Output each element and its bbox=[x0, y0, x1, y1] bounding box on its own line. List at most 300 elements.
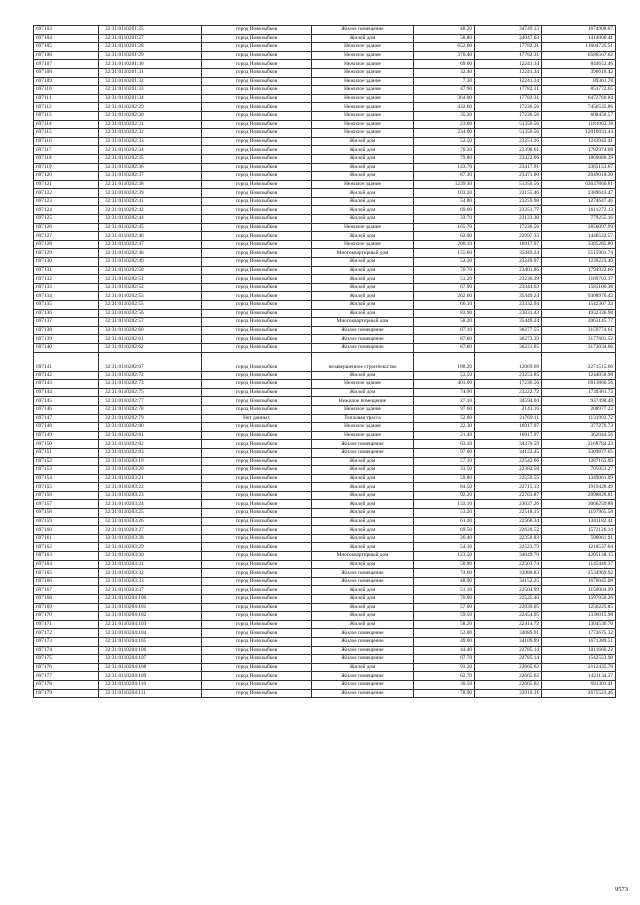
address-cell: город Новозыбков bbox=[202, 577, 312, 586]
cadastral-number-cell: 32:31:0110202:77 bbox=[99, 397, 202, 406]
cadastral-value-cell: 3173034.06 bbox=[542, 343, 616, 352]
row-number-cell: 697170 bbox=[34, 612, 99, 621]
unit-value-cell: 22665.62 bbox=[475, 663, 542, 672]
table-row bbox=[34, 51, 616, 60]
row-number-cell: 697116 bbox=[34, 137, 99, 146]
table-row bbox=[34, 466, 616, 475]
cadastral-number-cell: 32:31:0110203:32 bbox=[99, 569, 202, 578]
table-row bbox=[34, 77, 616, 86]
row-number-cell: 697137 bbox=[34, 318, 99, 327]
table-row bbox=[34, 172, 616, 181]
row-number-cell: 697107 bbox=[34, 60, 99, 69]
row-number-cell: 697118 bbox=[34, 154, 99, 163]
object-type-cell: Жилое помещение bbox=[312, 448, 414, 457]
cadastral-number-cell: 32:31:0110203:23 bbox=[99, 491, 202, 500]
address-cell: город Новозыбков bbox=[202, 335, 312, 344]
table-row bbox=[34, 275, 616, 284]
address-cell: город Новозыбков bbox=[202, 258, 312, 267]
cadastral-number-cell: 32:31:0110202:48 bbox=[99, 249, 202, 258]
row-number-cell: 697165 bbox=[34, 569, 99, 578]
table-row bbox=[34, 60, 616, 69]
object-type-cell: Нежилое здание bbox=[312, 86, 414, 95]
table-row bbox=[34, 655, 616, 664]
area-cell: 54.80 bbox=[414, 197, 475, 206]
object-type-cell: Нежилое здание bbox=[312, 431, 414, 440]
cadastral-value-cell: 844652.46 bbox=[542, 60, 616, 69]
area-cell: 52.00 bbox=[414, 629, 475, 638]
cadastral-value-cell: 851772.65 bbox=[542, 86, 616, 95]
address-cell: город Новозыбков bbox=[202, 543, 312, 552]
object-type-cell: Жилое помещение bbox=[312, 343, 414, 352]
area-cell: 48.20 bbox=[414, 26, 475, 35]
object-type-cell: Нежилое здание bbox=[312, 68, 414, 77]
address-cell: город Новозыбков bbox=[202, 223, 312, 232]
unit-value-cell: 22454.05 bbox=[475, 612, 542, 621]
cadastral-value-cell: 1287165.89 bbox=[542, 457, 616, 466]
area-cell: 76.70 bbox=[414, 266, 475, 275]
table-row bbox=[34, 431, 616, 440]
table-row bbox=[34, 240, 616, 249]
area-cell: 48.90 bbox=[414, 577, 475, 586]
area-cell: 1239.30 bbox=[414, 180, 475, 189]
table-row bbox=[34, 111, 616, 120]
area-cell: 123.50 bbox=[414, 552, 475, 561]
table-row bbox=[34, 517, 616, 526]
cadastral-number-cell: 32:31:0110201:28 bbox=[99, 43, 202, 52]
cadastral-value-cell: 2856097.99 bbox=[542, 223, 616, 232]
cadastral-value-cell: 3066259.88 bbox=[542, 500, 616, 509]
unit-value-cell: 22715.13 bbox=[475, 483, 542, 492]
area-cell: 155.60 bbox=[414, 249, 475, 258]
cadastral-value-cell: 2389643.47 bbox=[542, 189, 616, 198]
address-cell: город Новозыбков bbox=[202, 560, 312, 569]
row-number-cell: 697151 bbox=[34, 448, 99, 457]
row-number-cell: 697117 bbox=[34, 146, 99, 155]
address-cell: город Новозыбков bbox=[202, 343, 312, 352]
table-row bbox=[34, 414, 616, 423]
address-cell: город Новозыбков bbox=[202, 60, 312, 69]
area-cell: 97.60 bbox=[414, 405, 475, 414]
address-cell: город Новозыбков bbox=[202, 232, 312, 241]
cadastral-value-cell: 1611272.13 bbox=[542, 206, 616, 215]
row-number-cell: 697108 bbox=[34, 68, 99, 77]
object-type-cell: Жилой дом bbox=[312, 309, 414, 318]
unit-value-cell: 51350.56 bbox=[475, 129, 542, 138]
area-cell: 53.20 bbox=[414, 509, 475, 518]
area-cell: 69.00 bbox=[414, 206, 475, 215]
row-number-cell: 697168 bbox=[34, 595, 99, 604]
row-number-cell: 697142 bbox=[34, 371, 99, 380]
table-row bbox=[34, 301, 616, 310]
cadastral-number-cell: 32:31:0110202:61 bbox=[99, 335, 202, 344]
cadastral-number-cell: 32:31:0110202:42 bbox=[99, 206, 202, 215]
address-cell: город Новозыбков bbox=[202, 94, 312, 103]
unit-value-cell: 23422.06 bbox=[475, 154, 542, 163]
address-cell: город Новозыбков bbox=[202, 189, 312, 198]
object-type-cell: Жилой дом bbox=[312, 620, 414, 629]
table-row bbox=[34, 663, 616, 672]
cadastral-value-cell: 1349061.09 bbox=[542, 474, 616, 483]
address-cell: город Новозыбков bbox=[202, 500, 312, 509]
cadastral-value-cell: 1674908.07 bbox=[542, 26, 616, 35]
object-type-cell: Нежилое здание bbox=[312, 111, 414, 120]
object-type-cell: незавершенное строительство bbox=[312, 352, 414, 371]
table-row bbox=[34, 86, 616, 95]
row-number-cell: 697114 bbox=[34, 120, 99, 129]
area-cell: 27.10 bbox=[414, 397, 475, 406]
row-number-cell: 697110 bbox=[34, 86, 99, 95]
unit-value-cell: 34122.45 bbox=[475, 448, 542, 457]
row-number-cell: 697123 bbox=[34, 197, 99, 206]
table-row bbox=[34, 680, 616, 689]
row-number-cell: 697174 bbox=[34, 646, 99, 655]
object-type-cell: Нежилое помещение bbox=[312, 397, 414, 406]
object-type-cell: Жилой дом bbox=[312, 371, 414, 380]
object-type-cell: Жилой дом bbox=[312, 388, 414, 397]
cadastral-number-cell: 32:31:0110202:78 bbox=[99, 405, 202, 414]
object-type-cell: Жилой дом bbox=[312, 595, 414, 604]
area-cell: 74.60 bbox=[414, 569, 475, 578]
unit-value-cell: 35449.24 bbox=[475, 318, 542, 327]
unit-value-cell: 2141.16 bbox=[475, 405, 542, 414]
address-cell: город Новозыбков bbox=[202, 111, 312, 120]
cadastral-number-cell: 32:31:0110201:29 bbox=[99, 51, 202, 60]
cadastral-number-cell: 32:31:0110202:41 bbox=[99, 197, 202, 206]
address-cell: город Новозыбков bbox=[202, 180, 312, 189]
table-row bbox=[34, 595, 616, 604]
cadastral-number-cell: 32:31:0110203:26 bbox=[99, 517, 202, 526]
unit-value-cell: 23344.63 bbox=[475, 283, 542, 292]
area-cell: 30.50 bbox=[414, 680, 475, 689]
table-row bbox=[34, 34, 616, 43]
unit-value-cell: 17782.31 bbox=[475, 86, 542, 95]
address-cell: город Новозыбков bbox=[202, 655, 312, 664]
unit-value-cell: 22039.05 bbox=[475, 603, 542, 612]
object-type-cell: Жилое помещение bbox=[312, 326, 414, 335]
cadastral-value-cell: 1421134.37 bbox=[542, 672, 616, 681]
row-number-cell: 697104 bbox=[34, 34, 99, 43]
cadastral-number-cell: 32:31:0110202:83 bbox=[99, 448, 202, 457]
cadastral-value-cell: 2675523.46 bbox=[542, 689, 616, 698]
area-cell: 57.00 bbox=[414, 603, 475, 612]
address-cell: город Новозыбков bbox=[202, 474, 312, 483]
table-row bbox=[34, 352, 616, 371]
row-number-cell: 697155 bbox=[34, 483, 99, 492]
unit-value-cell: 12241.34 bbox=[475, 60, 542, 69]
row-number-cell: 697167 bbox=[34, 586, 99, 595]
address-cell: город Новозыбков bbox=[202, 405, 312, 414]
unit-value-cell: 17782.31 bbox=[475, 43, 542, 52]
cadastral-value-cell: 3365153.67 bbox=[542, 163, 616, 172]
table-row bbox=[34, 137, 616, 146]
row-number-cell: 697147 bbox=[34, 414, 99, 423]
area-cell: 66.10 bbox=[414, 301, 475, 310]
unit-value-cell: 23123.30 bbox=[475, 215, 542, 224]
address-cell: город Новозыбков bbox=[202, 466, 312, 475]
cadastral-value-cell: 1794922.66 bbox=[542, 266, 616, 275]
area-cell: 26.40 bbox=[414, 534, 475, 543]
unit-value-cell: 22785.14 bbox=[475, 655, 542, 664]
cadastral-value-cell: 63637860.81 bbox=[542, 180, 616, 189]
address-cell: город Новозыбков bbox=[202, 163, 312, 172]
object-type-cell: Нежилое здание bbox=[312, 120, 414, 129]
table-row bbox=[34, 154, 616, 163]
area-cell: 78.90 bbox=[414, 689, 475, 698]
unit-value-cell: 16917.97 bbox=[475, 423, 542, 432]
row-number-cell: 697130 bbox=[34, 258, 99, 267]
cadastral-number-cell: 32:31:0110203:20 bbox=[99, 466, 202, 475]
row-number-cell: 697106 bbox=[34, 51, 99, 60]
object-type-cell: Жилое помещение bbox=[312, 577, 414, 586]
cadastral-value-cell: 1150004.99 bbox=[542, 586, 616, 595]
cadastral-number-cell: 32:31:0110202:72 bbox=[99, 371, 202, 380]
area-cell: 59.50 bbox=[414, 612, 475, 621]
row-number-cell: 697146 bbox=[34, 405, 99, 414]
unit-value-cell: 22763.87 bbox=[475, 491, 542, 500]
area-cell: 50.90 bbox=[414, 560, 475, 569]
area-cell: 58.20 bbox=[414, 620, 475, 629]
area-cell: 52.00 bbox=[414, 414, 475, 423]
address-cell: город Новозыбков bbox=[202, 120, 312, 129]
object-type-cell: Жилой дом bbox=[312, 474, 414, 483]
area-cell: 53.50 bbox=[414, 137, 475, 146]
area-cell: 63.10 bbox=[414, 440, 475, 449]
cadastral-value-cell: 1274647.46 bbox=[542, 197, 616, 206]
area-cell: 200.10 bbox=[414, 240, 475, 249]
row-number-cell: 697164 bbox=[34, 560, 99, 569]
address-cell: город Новозыбков bbox=[202, 663, 312, 672]
address-cell: город Новозыбков bbox=[202, 326, 312, 335]
area-cell: 54.10 bbox=[414, 543, 475, 552]
address-cell: город Новозыбков bbox=[202, 77, 312, 86]
table-row bbox=[34, 26, 616, 35]
cadastral-number-cell: 32:31:0110202:62 bbox=[99, 343, 202, 352]
unit-value-cell: 22665.62 bbox=[475, 672, 542, 681]
unit-value-cell: 22542.66 bbox=[475, 457, 542, 466]
cadastral-value-cell: 1145440.37 bbox=[542, 560, 616, 569]
row-number-cell: 697175 bbox=[34, 655, 99, 664]
object-type-cell: Жилой дом bbox=[312, 232, 414, 241]
cadastral-number-cell: 32:31:0110201:31 bbox=[99, 68, 202, 77]
table-row bbox=[34, 405, 616, 414]
cadastral-number-cell: 32:31:0110204:106 bbox=[99, 646, 202, 655]
table-row bbox=[34, 637, 616, 646]
cadastral-value-cell: 1243942.41 bbox=[542, 137, 616, 146]
area-cell: 79.80 bbox=[414, 154, 475, 163]
row-number-cell: 697135 bbox=[34, 301, 99, 310]
cadastral-number-cell: 32:31:0110202:50 bbox=[99, 266, 202, 275]
area-cell: 47.90 bbox=[414, 86, 475, 95]
row-number-cell: 697132 bbox=[34, 275, 99, 284]
table-row bbox=[34, 258, 616, 267]
object-type-cell: Многоквартирный дом bbox=[312, 318, 414, 327]
address-cell: город Новозыбков bbox=[202, 509, 312, 518]
cadastral-number-cell: 32:31:0110202:38 bbox=[99, 180, 202, 189]
table-row bbox=[34, 440, 616, 449]
table-row bbox=[34, 689, 616, 698]
cadastral-number-cell: 32:31:0110202:31 bbox=[99, 120, 202, 129]
address-cell: город Новозыбков bbox=[202, 292, 312, 301]
row-number-cell: 697121 bbox=[34, 180, 99, 189]
row-number-cell: 697124 bbox=[34, 206, 99, 215]
object-type-cell: Жилое помещение bbox=[312, 680, 414, 689]
table-row bbox=[34, 483, 616, 492]
area-cell: 432.60 bbox=[414, 103, 475, 112]
address-cell: город Новозыбков bbox=[202, 352, 312, 371]
cadastral-value-cell: 2271515.66 bbox=[542, 352, 616, 371]
row-number-cell: 697129 bbox=[34, 249, 99, 258]
unit-value-cell: 23249.97 bbox=[475, 258, 542, 267]
unit-value-cell: 17782.31 bbox=[475, 94, 542, 103]
area-cell: 32.40 bbox=[414, 68, 475, 77]
cadastral-value-cell: 1597050.36 bbox=[542, 595, 616, 604]
address-cell: город Новозыбков bbox=[202, 249, 312, 258]
cadastral-number-cell: 32:31:0110202:49 bbox=[99, 258, 202, 267]
unit-value-cell: 34109.99 bbox=[475, 637, 542, 646]
area-cell: 364.00 bbox=[414, 94, 475, 103]
unit-value-cell: 12069.69 bbox=[475, 352, 542, 371]
table-row bbox=[34, 552, 616, 561]
unit-value-cell: 36277.55 bbox=[475, 326, 542, 335]
unit-value-cell: 35449.24 bbox=[475, 292, 542, 301]
area-cell: 35.30 bbox=[414, 111, 475, 120]
address-cell: город Новозыбков bbox=[202, 629, 312, 638]
row-number-cell: 697125 bbox=[34, 215, 99, 224]
address-cell: город Новозыбков bbox=[202, 646, 312, 655]
address-cell: город Новозыбков bbox=[202, 595, 312, 604]
area-cell: 67.90 bbox=[414, 283, 475, 292]
table-row bbox=[34, 292, 616, 301]
object-type-cell: Жилой дом bbox=[312, 509, 414, 518]
cadastral-number-cell: 32:31:0110202:52 bbox=[99, 283, 202, 292]
address-cell: Нет данных bbox=[202, 414, 312, 423]
cadastral-number-cell: 32:31:0110204:104 bbox=[99, 629, 202, 638]
row-number-cell: 697172 bbox=[34, 629, 99, 638]
area-cell: 58.80 bbox=[414, 34, 475, 43]
cadastral-value-cell: 1869080.39 bbox=[542, 154, 616, 163]
area-cell: 58.20 bbox=[414, 318, 475, 327]
unit-value-cell: 23037.26 bbox=[475, 500, 542, 509]
address-cell: город Новозыбков bbox=[202, 86, 312, 95]
address-cell: город Новозыбков bbox=[202, 146, 312, 155]
cadastral-number-cell: 32:31:0110202:44 bbox=[99, 215, 202, 224]
object-type-cell: Жилое помещение bbox=[312, 655, 414, 664]
area-cell: 87.10 bbox=[414, 326, 475, 335]
cadastral-value-cell: 1131993.72 bbox=[542, 414, 616, 423]
object-type-cell: Жилой дом bbox=[312, 603, 414, 612]
area-cell: 87.60 bbox=[414, 343, 475, 352]
row-number-cell: 697115 bbox=[34, 129, 99, 138]
area-cell: 61.20 bbox=[414, 517, 475, 526]
object-type-cell: Нежилое здание bbox=[312, 94, 414, 103]
area-cell: 51.20 bbox=[414, 275, 475, 284]
cadastral-number-cell: 32:31:0110204:103 bbox=[99, 620, 202, 629]
unit-value-cell: 22525.40 bbox=[475, 595, 542, 604]
address-cell: город Новозыбков bbox=[202, 517, 312, 526]
address-cell: город Новозыбков bbox=[202, 301, 312, 310]
table-row bbox=[34, 197, 616, 206]
row-number-cell: 697154 bbox=[34, 474, 99, 483]
unit-value-cell: 12241.34 bbox=[475, 68, 542, 77]
address-cell: город Новозыбков bbox=[202, 448, 312, 457]
area-cell: 21.40 bbox=[414, 431, 475, 440]
cadastral-number-cell: 32:31:0110203:28 bbox=[99, 534, 202, 543]
area-cell: 59.80 bbox=[414, 474, 475, 483]
address-cell: город Новозыбков bbox=[202, 154, 312, 163]
table-row bbox=[34, 380, 616, 389]
table-row bbox=[34, 283, 616, 292]
cadastral-number-cell: 32:31:0110203:24 bbox=[99, 500, 202, 509]
row-number-cell: 697119 bbox=[34, 163, 99, 172]
address-cell: город Новозыбков bbox=[202, 526, 312, 535]
cadastral-value-cell: 1932336.98 bbox=[542, 309, 616, 318]
table-row bbox=[34, 94, 616, 103]
cadastral-number-cell: 32:31:0110202:57 bbox=[99, 318, 202, 327]
address-cell: город Новозыбков bbox=[202, 51, 312, 60]
cadastral-value-cell: 1772675.32 bbox=[542, 629, 616, 638]
object-type-cell: Жилой дом bbox=[312, 266, 414, 275]
table-row bbox=[34, 180, 616, 189]
object-type-cell: Тепловая трасса bbox=[312, 414, 414, 423]
table-body bbox=[34, 26, 616, 698]
object-type-cell: Жилой дом bbox=[312, 172, 414, 181]
cadastral-value-cell: 6911860.56 bbox=[542, 380, 616, 389]
row-number-cell: 697169 bbox=[34, 603, 99, 612]
table-row bbox=[34, 620, 616, 629]
table-row bbox=[34, 526, 616, 535]
row-number-cell: 697136 bbox=[34, 309, 99, 318]
cadastral-number-cell: 32:31:0110202:30 bbox=[99, 111, 202, 120]
area-cell: 370.40 bbox=[414, 51, 475, 60]
address-cell: город Новозыбков bbox=[202, 129, 312, 138]
row-number-cell: 697131 bbox=[34, 266, 99, 275]
cadastral-value-cell: 608450.57 bbox=[542, 111, 616, 120]
area-cell: 262.60 bbox=[414, 292, 475, 301]
unit-value-cell: 22997.33 bbox=[475, 232, 542, 241]
unit-value-cell: 22518.15 bbox=[475, 509, 542, 518]
object-type-cell: Жилое помещение bbox=[312, 569, 414, 578]
cadastral-value-cell: 6472760.84 bbox=[542, 94, 616, 103]
row-number-cell: 697113 bbox=[34, 111, 99, 120]
table-row bbox=[34, 318, 616, 327]
object-type-cell: Жилой дом bbox=[312, 146, 414, 155]
address-cell: город Новозыбков bbox=[202, 68, 312, 77]
area-cell: 44.40 bbox=[414, 646, 475, 655]
cadastral-value-cell: 396619.42 bbox=[542, 68, 616, 77]
row-number-cell: 697153 bbox=[34, 466, 99, 475]
address-cell: город Новозыбков bbox=[202, 371, 312, 380]
area-cell: 69.00 bbox=[414, 60, 475, 69]
cadastral-number-cell: 32:31:0110204:109 bbox=[99, 672, 202, 681]
row-number-cell: 697177 bbox=[34, 672, 99, 681]
table-row bbox=[34, 215, 616, 224]
table-row bbox=[34, 163, 616, 172]
table-row bbox=[34, 249, 616, 258]
cadastral-number-cell: 32:31:0110202:75 bbox=[99, 388, 202, 397]
row-number-cell: 697141 bbox=[34, 352, 99, 371]
address-cell: город Новозыбков bbox=[202, 586, 312, 595]
object-type-cell: Жилой дом bbox=[312, 283, 414, 292]
unit-value-cell: 34594.04 bbox=[475, 397, 542, 406]
cadastral-number-cell: 32:31:0110202:55 bbox=[99, 301, 202, 310]
address-cell: город Новозыбков bbox=[202, 380, 312, 389]
unit-value-cell: 23417.91 bbox=[475, 163, 542, 172]
cadastral-value-cell: 779255.16 bbox=[542, 215, 616, 224]
cadastral-value-cell: 1446532.57 bbox=[542, 232, 616, 241]
page-number: 9573 bbox=[615, 886, 628, 893]
cadastral-value-cell: 1197965.58 bbox=[542, 509, 616, 518]
row-number-cell: 697149 bbox=[34, 431, 99, 440]
